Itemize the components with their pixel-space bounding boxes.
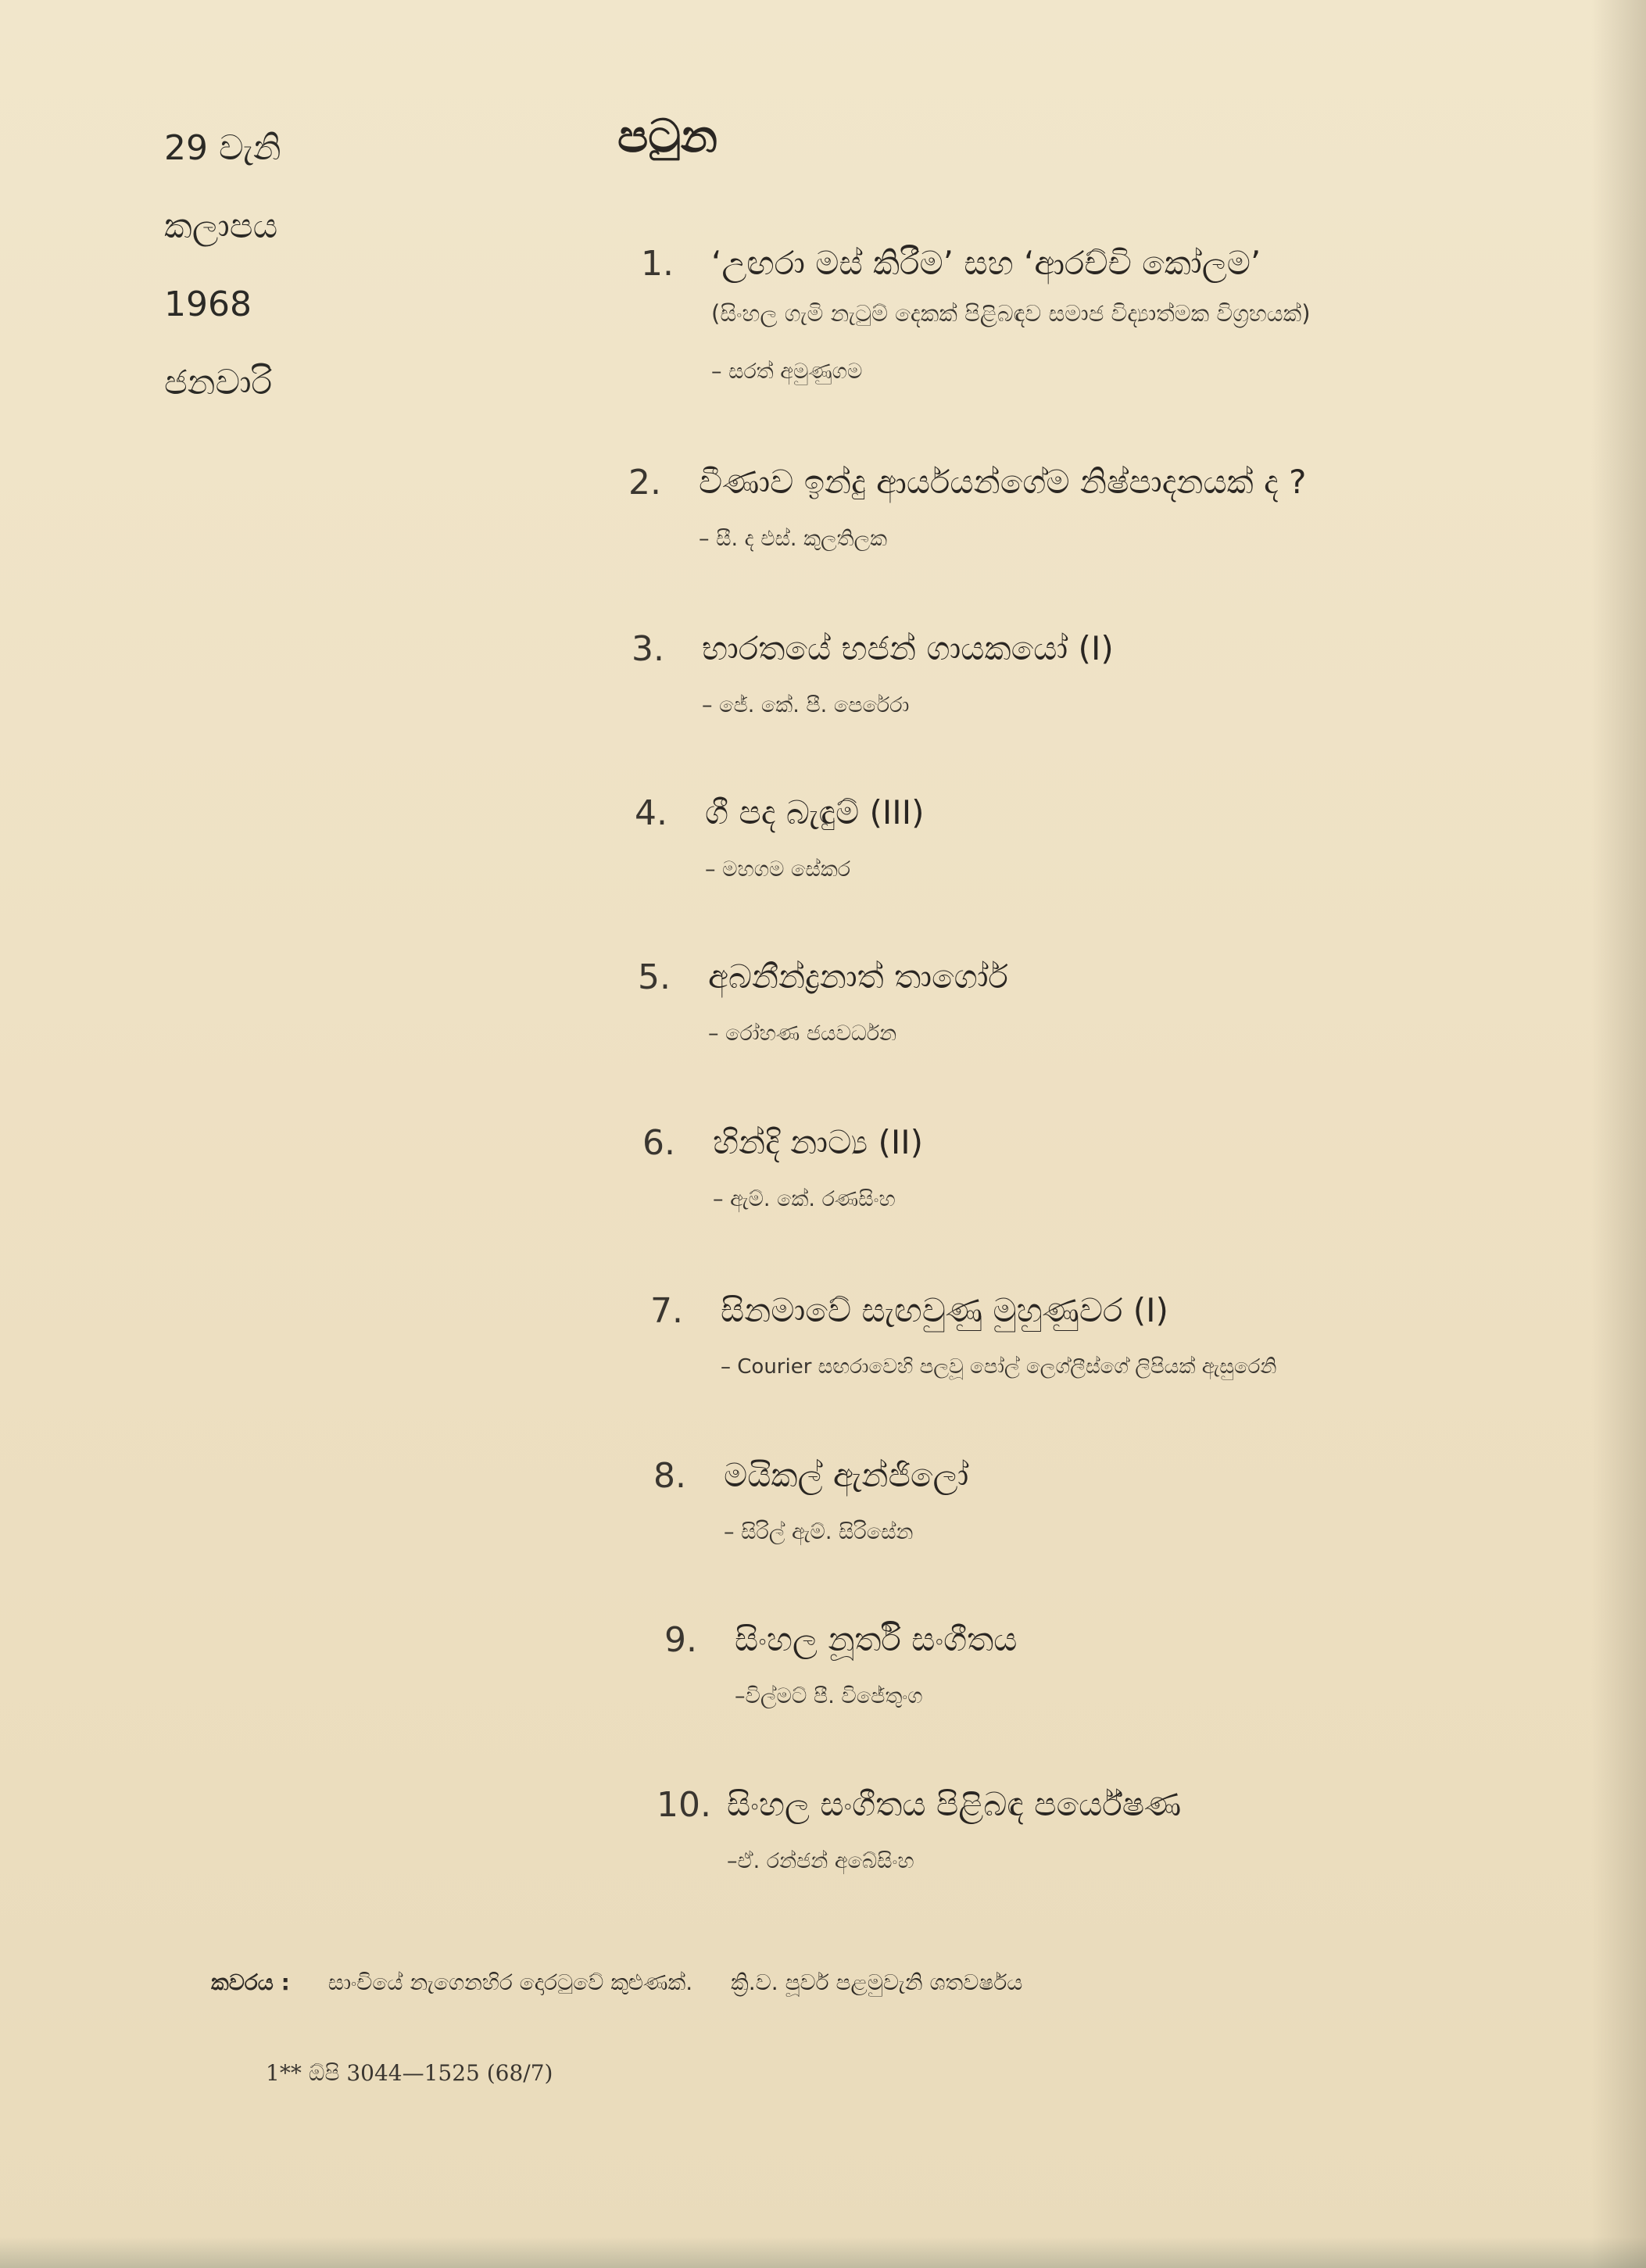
cover-note-period: ක්‍රි.ව. පූර්ව පළමුවැනි ශතවර්ෂය xyxy=(731,1969,1023,1995)
toc-item-title: මයිකල් ඇන්ජිලෝ xyxy=(724,1456,969,1494)
issue-year: 1968 xyxy=(164,284,252,324)
toc-item-number: 7. xyxy=(650,1291,683,1331)
toc-item-author: –ඒ. රන්ජන් අබේසිංහ xyxy=(727,1849,914,1873)
toc-item-author: – රෝහණ ජයවර්ධන xyxy=(708,1021,897,1046)
toc-item-number: 8. xyxy=(653,1456,686,1496)
toc-item-author: –විල්මට් පී. විජේතුංග xyxy=(735,1684,923,1708)
issue-volume-label: කලාපය xyxy=(164,206,278,246)
toc-item-number: 5. xyxy=(638,957,671,997)
page-bottom-edge xyxy=(0,2237,1646,2268)
toc-item-author: – මහගම සේකර xyxy=(705,857,851,882)
toc-item-number: 10. xyxy=(657,1785,711,1825)
toc-item-title: සිංහල සංගීතය පිළිබඳ පර්යේෂණ xyxy=(727,1785,1182,1823)
toc-item-number: 3. xyxy=(632,629,664,669)
cover-note xyxy=(211,1969,1022,1996)
toc-item-author: – ඇම්. කේ. රණසිංහ xyxy=(713,1187,896,1211)
toc-item-title: හින්දි නාට්‍ය (II) xyxy=(713,1123,924,1161)
toc-item-author: – Courier සඟරාවෙහි පලවූ පෝල් ලෙග්ලීස්ගේ ලිපියක් ඇසුරෙනි xyxy=(721,1355,1277,1379)
toc-item-number: 2. xyxy=(628,463,661,503)
toc-item-number: 4. xyxy=(635,793,667,833)
cover-note-label: කවරය : xyxy=(211,1969,290,1995)
toc-item-author: – ජේ. කේ. පී. පෙරේරා xyxy=(702,693,910,717)
toc-item-title: ගී පද බැඳුම් (III) xyxy=(705,793,925,832)
toc-item-title: වීණාව ඉන්දු ආර්යයන්ගේම නිෂ්පාදනයක් ද ? xyxy=(699,463,1307,501)
toc-item-subtitle: (සිංහල ගැමි නැටුම් දෙකක් පිළිබඳව සමාජ විද්‍යාත්මක විග්‍රහයක්) xyxy=(711,300,1311,327)
print-code: 1** ඕපි 3044—1525 (68/7) xyxy=(266,2060,553,2086)
toc-item-title: අබනීන්ද්‍රනාත් තාගෝර් xyxy=(708,957,1008,996)
toc-item-number: 1. xyxy=(641,244,674,284)
toc-item-author: – සී. ද එස්. කුලතිලක xyxy=(699,527,888,551)
toc-item-number: 6. xyxy=(642,1123,675,1163)
toc-item-title: සිනමාවේ සැඟවුණු මුහුණුවර (I) xyxy=(721,1291,1168,1329)
toc-item-title: ‘උඟරා මස් කිරීම’ සහ ‘ආරච්චි කෝලම’ xyxy=(711,244,1261,282)
page-title: පටුන xyxy=(617,109,718,163)
issue-info xyxy=(164,109,281,422)
page-edge-shadow xyxy=(1591,0,1646,2268)
toc-item-title: භාරතයේ භජන් ගායකයෝ (I) xyxy=(702,629,1114,667)
toc-item-author: – සරත් අමුණුගම xyxy=(711,360,863,384)
issue-month: ජනවාරි xyxy=(164,363,273,402)
toc-item-author: – සිරිල් ඇම්. සිරිසේන xyxy=(724,1520,914,1544)
issue-number: 29 වැනි xyxy=(164,128,281,168)
cover-note-text: සාංචියේ නැගෙනහිර දොරටුවේ කුළුණක්. xyxy=(327,1969,693,1995)
toc-item-title: සිංහල නූර්ති සංගීතය xyxy=(735,1620,1018,1658)
toc-item-number: 9. xyxy=(664,1620,697,1660)
